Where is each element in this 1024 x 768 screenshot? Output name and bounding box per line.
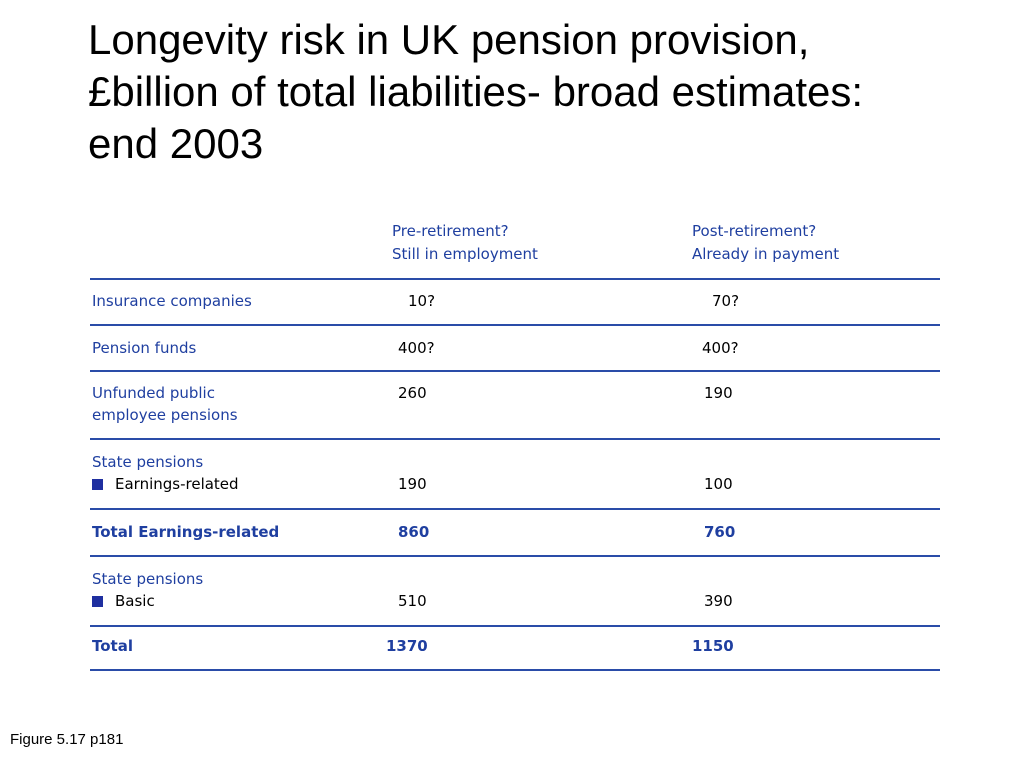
row-label xyxy=(92,382,238,426)
pre-value: 1370 xyxy=(386,637,428,655)
post-value: 390 xyxy=(704,592,733,610)
pre-value: 10? xyxy=(408,292,436,310)
table-row xyxy=(90,440,940,510)
pre-value: 510 xyxy=(398,592,427,610)
table-row xyxy=(90,627,940,671)
pre-value: 400? xyxy=(398,339,435,357)
pre-value: 190 xyxy=(398,475,427,493)
row-sub-label xyxy=(92,473,239,495)
post-value: 100 xyxy=(704,475,733,493)
bullet-square-icon xyxy=(92,596,103,607)
figure-caption: Figure 5.17 p181 xyxy=(10,731,124,748)
row-label: Insurance companies xyxy=(92,292,252,310)
slide-title xyxy=(88,14,988,170)
row-label-line-1: State pensions xyxy=(92,453,204,471)
header-pre-retirement xyxy=(392,220,538,266)
row-label xyxy=(92,451,239,495)
sub-label-text: Basic xyxy=(115,592,155,610)
header-post-retirement-line-1: Post-retirement? xyxy=(692,222,817,240)
row-label-line-1: State pensions xyxy=(92,570,204,588)
post-value: 70? xyxy=(712,292,740,310)
row-sub-label xyxy=(92,590,203,612)
bullet-square-icon xyxy=(92,479,103,490)
header-post-retirement xyxy=(692,220,839,266)
title-line-2: £billion of total liabilities- broad estimates: xyxy=(88,68,864,115)
row-label xyxy=(92,568,203,612)
table-row xyxy=(90,557,940,627)
header-pre-retirement-line-2: Still in employment xyxy=(392,245,538,263)
table-row xyxy=(90,280,940,326)
table-row xyxy=(90,372,940,440)
liabilities-table xyxy=(90,216,940,671)
title-line-1: Longevity risk in UK pension provision, xyxy=(88,16,810,63)
post-value: 760 xyxy=(704,523,736,541)
post-value: 400? xyxy=(702,339,739,357)
table-row xyxy=(90,510,940,557)
post-value: 1150 xyxy=(692,637,734,655)
table-header xyxy=(90,216,940,280)
pre-value: 260 xyxy=(398,384,427,402)
header-pre-retirement-line-1: Pre-retirement? xyxy=(392,222,509,240)
title-line-3: end 2003 xyxy=(88,120,264,167)
table-row xyxy=(90,326,940,372)
pre-value: 860 xyxy=(398,523,430,541)
row-label-line-1: Unfunded public xyxy=(92,384,215,402)
post-value: 190 xyxy=(704,384,733,402)
row-label-line-2: employee pensions xyxy=(92,406,238,424)
sub-label-text: Earnings-related xyxy=(115,475,239,493)
row-label: Pension funds xyxy=(92,339,197,357)
row-label: Total xyxy=(92,637,133,655)
header-post-retirement-line-2: Already in payment xyxy=(692,245,840,263)
row-label: Total Earnings-related xyxy=(92,523,280,541)
